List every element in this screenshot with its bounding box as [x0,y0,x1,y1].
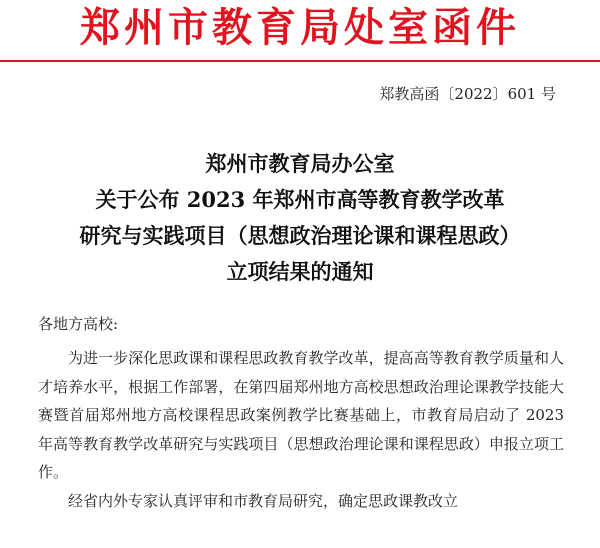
notice-title-line: 研究与实践项目（思想政治理论课和课程思政） [79,223,521,248]
notice-title-line: 郑州市教育局办公室 [205,151,395,176]
notice-title [0,146,600,290]
letterhead-red-rule [0,60,600,62]
body-text [38,344,564,515]
salutation: 各地方高校: [38,315,119,333]
document-number: 郑教高函〔2022〕601 号 [379,85,556,103]
body-paragraph: 为进一步深化思政课和课程思政教育教学改革，提高高等教育教学质量和人才培养水平，根据工作部署，在第四届郑州地方高校思想政治理论课教学技能大赛暨首届郑州地方高校课程思政案例教学比赛基础上，市教育局启动了 2023 年高等教育教学改革研究与实践项目（思想政治理论课和课程思政）申报立项工作。 [38,349,564,481]
letterhead-title: 郑州市教育局处室函件 [80,5,520,51]
notice-title-line: 关于公布 2023 年郑州市高等教育教学改革 [95,187,505,212]
body-paragraph: 经省内外专家认真评审和市教育局研究，确定思政课教改立 [68,491,459,510]
notice-title-line: 立项结果的通知 [226,259,374,284]
